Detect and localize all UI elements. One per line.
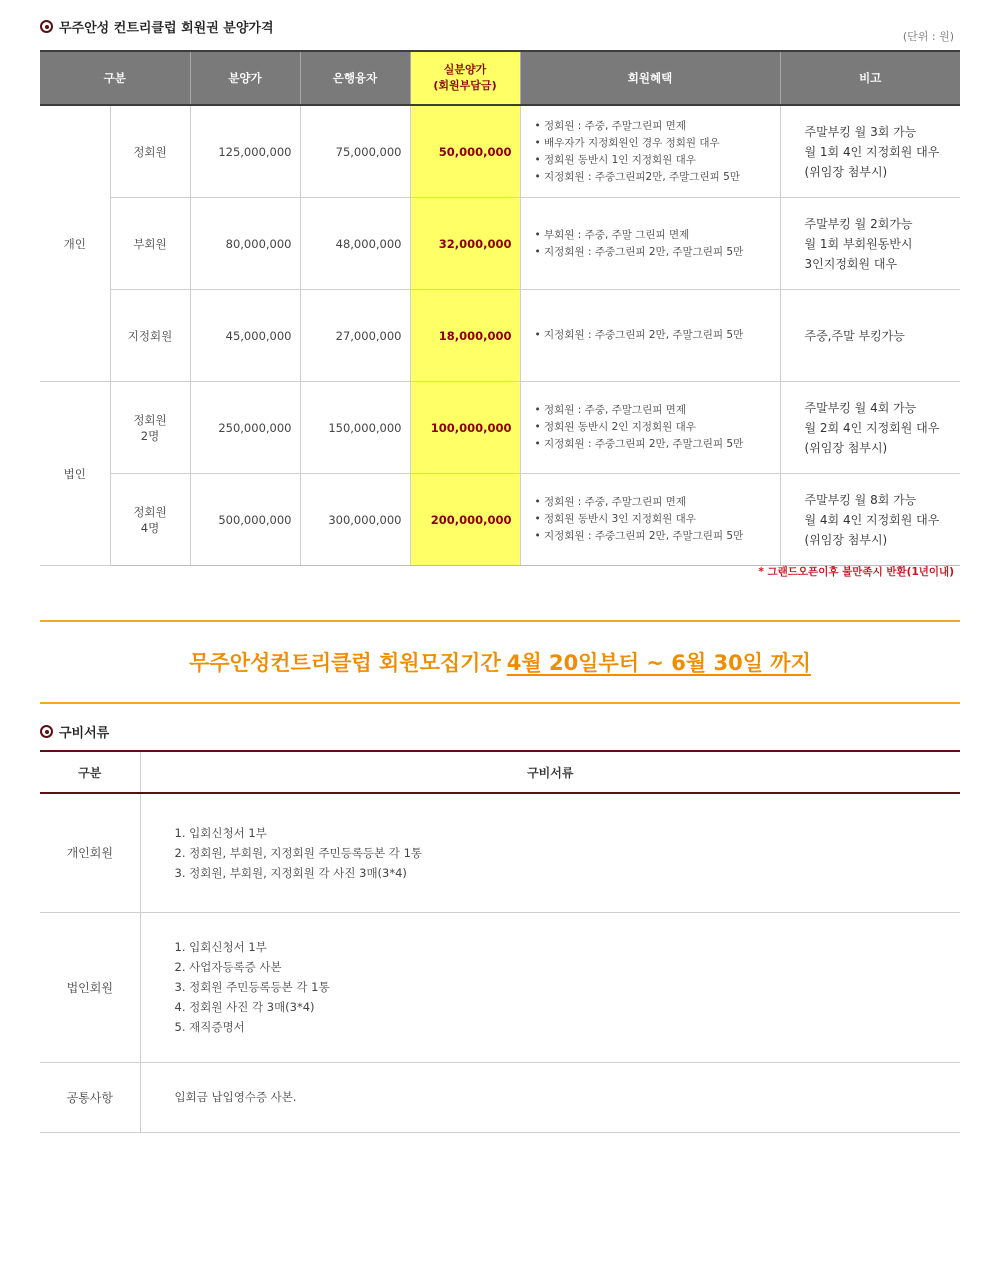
remarks-cell [780, 474, 960, 566]
table-row [40, 198, 960, 290]
benefit-line: • 지정회원 : 주중그린피2만, 주말그린피 5만 [534, 170, 740, 183]
benefits-cell [520, 198, 780, 290]
price-section-title-text: 무주안성 컨트리클럽 회원권 분양가격 [59, 21, 274, 36]
banner-period: 4월 20일부터 ~ 6월 30일 까지 [506, 651, 811, 675]
benefits-cell [520, 105, 780, 198]
benefit-line: • 정회원 : 주중, 주말그린피 면제 [534, 496, 686, 508]
bank-loan: 75,000,000 [300, 105, 410, 198]
doc-item: 5. 재직증명서 [174, 1020, 245, 1034]
price-table-header [40, 51, 960, 105]
actual-price: 18,000,000 [410, 290, 520, 382]
remarks-cell [780, 290, 960, 382]
sale-price: 500,000,000 [190, 474, 300, 566]
sale-price: 125,000,000 [190, 105, 300, 198]
remark-line: 주말부킹 월 8회 가능 [804, 492, 917, 507]
documents-table [40, 750, 960, 1133]
sale-price: 80,000,000 [190, 198, 300, 290]
table-row [40, 105, 960, 198]
sale-price: 45,000,000 [190, 290, 300, 382]
doc-item: 입회금 납입영수증 사본. [174, 1090, 297, 1104]
member-type-line2: 2명 [140, 428, 160, 443]
bank-loan: 27,000,000 [300, 290, 410, 382]
table-row [40, 382, 960, 474]
remarks-cell [780, 382, 960, 474]
member-type [110, 198, 190, 290]
actual-price: 200,000,000 [410, 474, 520, 566]
banner-text [189, 647, 811, 677]
remark-line: 월 4회 4인 지정회원 대우 [804, 512, 940, 527]
member-type-line2: 4명 [140, 520, 160, 535]
benefit-line: • 부회원 : 주중, 주말 그린피 면제 [534, 228, 690, 241]
member-type-line1: 부회원 [133, 236, 167, 251]
header-category: 구분 [40, 51, 190, 105]
table-row [40, 474, 960, 566]
benefit-line: • 정회원 동반시 2인 지정회원 대우 [534, 421, 696, 433]
table-row [40, 290, 960, 382]
banner-title: 무주안성컨트리클럽 회원모집기간 [189, 651, 501, 675]
refund-footnote: * 그랜드오픈이후 불만족시 반환(1년이내) [758, 566, 954, 578]
group-corporate: 법인 [40, 382, 110, 566]
docs-header-category: 구분 [40, 751, 140, 793]
benefit-line: • 배우자가 지정회원인 경우 정회원 대우 [534, 136, 720, 149]
recruitment-banner [40, 620, 960, 704]
member-type-line1: 정회원 [133, 504, 167, 519]
remark-line: 주말부킹 월 3회 가능 [804, 124, 917, 139]
member-type [110, 382, 190, 474]
member-type [110, 290, 190, 382]
bank-loan: 300,000,000 [300, 474, 410, 566]
doc-item: 4. 정회원 사진 각 3매(3*4) [174, 1000, 315, 1014]
benefit-line: • 지정회원 : 주중그린피 2만, 주말그린피 5만 [534, 329, 744, 341]
table-row [40, 793, 960, 912]
benefit-line: • 정회원 동반시 1인 지정회원 대우 [534, 153, 696, 166]
benefit-line: • 정회원 동반시 3인 지정회원 대우 [534, 513, 696, 525]
remark-line: 월 1회 부회원동반시 [804, 236, 913, 251]
member-type-line1: 정회원 [133, 412, 167, 427]
docs-header-documents: 구비서류 [140, 751, 960, 793]
docs-items [140, 912, 960, 1062]
member-type-line1: 정회원 [133, 144, 167, 159]
group-individual: 개인 [40, 105, 110, 382]
target-bullet-icon [40, 20, 53, 33]
doc-item: 1. 입회신청서 1부 [174, 940, 267, 954]
target-bullet-icon [40, 725, 53, 738]
benefits-cell [520, 290, 780, 382]
benefits-cell [520, 382, 780, 474]
header-benefits: 회원혜택 [520, 51, 780, 105]
header-actual-price-line2: (회원부담금) [433, 79, 497, 92]
actual-price: 50,000,000 [410, 105, 520, 198]
member-type [110, 474, 190, 566]
remark-line: 주중,주말 부킹가능 [804, 328, 905, 343]
doc-item: 1. 입회신청서 1부 [174, 825, 267, 840]
header-sale-price: 분양가 [190, 51, 300, 105]
doc-item: 3. 정회원 주민등록등본 각 1통 [174, 980, 330, 994]
remarks-cell [780, 105, 960, 198]
remark-line: 주말부킹 월 4회 가능 [804, 400, 917, 415]
price-table [40, 50, 960, 566]
benefit-line: • 지정회원 : 주중그린피 2만, 주말그린피 5만 [534, 530, 744, 542]
remark-line: 월 1회 4인 지정회원 대우 [804, 144, 940, 159]
docs-section-title [40, 722, 109, 741]
doc-item: 2. 사업자등록증 사본 [174, 960, 282, 974]
member-type-line1: 지정회원 [127, 328, 173, 343]
remark-line: 월 2회 4인 지정회원 대우 [804, 420, 940, 435]
sale-price: 250,000,000 [190, 382, 300, 474]
bank-loan: 150,000,000 [300, 382, 410, 474]
benefit-line: • 정회원 : 주중, 주말그린피 면제 [534, 404, 686, 416]
header-actual-price-line1: 실분양가 [443, 63, 487, 76]
remark-line: 주말부킹 월 2회가능 [804, 216, 913, 231]
docs-category: 공통사항 [40, 1062, 140, 1132]
header-bank-loan: 은행융자 [300, 51, 410, 105]
actual-price: 100,000,000 [410, 382, 520, 474]
docs-items [140, 793, 960, 912]
benefit-line: • 지정회원 : 주중그린피 2만, 주말그린피 5만 [534, 245, 744, 258]
bank-loan: 48,000,000 [300, 198, 410, 290]
benefits-cell [520, 474, 780, 566]
benefit-line: • 정회원 : 주중, 주말그린피 면제 [534, 119, 686, 132]
docs-category: 법인회원 [40, 912, 140, 1062]
benefit-line: • 지정회원 : 주중그린피 2만, 주말그린피 5만 [534, 438, 744, 450]
documents-table-header [40, 751, 960, 793]
remark-line: (위임장 첨부시) [804, 440, 888, 455]
header-remarks: 비고 [780, 51, 960, 105]
remark-line: 3인지정회원 대우 [804, 256, 898, 271]
remark-line: (위임장 첨부시) [804, 532, 888, 547]
docs-section-title-text: 구비서류 [59, 726, 110, 741]
member-type [110, 105, 190, 198]
table-row [40, 912, 960, 1062]
doc-item: 3. 정회원, 부회원, 지정회원 각 사진 3매(3*4) [174, 865, 407, 880]
price-section-title [40, 17, 274, 36]
actual-price: 32,000,000 [410, 198, 520, 290]
remark-line: (위임장 첨부시) [804, 164, 888, 179]
header-actual-price [410, 51, 520, 105]
doc-item: 2. 정회원, 부회원, 지정회원 주민등록등본 각 1통 [174, 845, 422, 860]
docs-category: 개인회원 [40, 793, 140, 912]
unit-label: (단위 : 원) [902, 30, 954, 43]
table-row [40, 1062, 960, 1132]
docs-items [140, 1062, 960, 1132]
remarks-cell [780, 198, 960, 290]
